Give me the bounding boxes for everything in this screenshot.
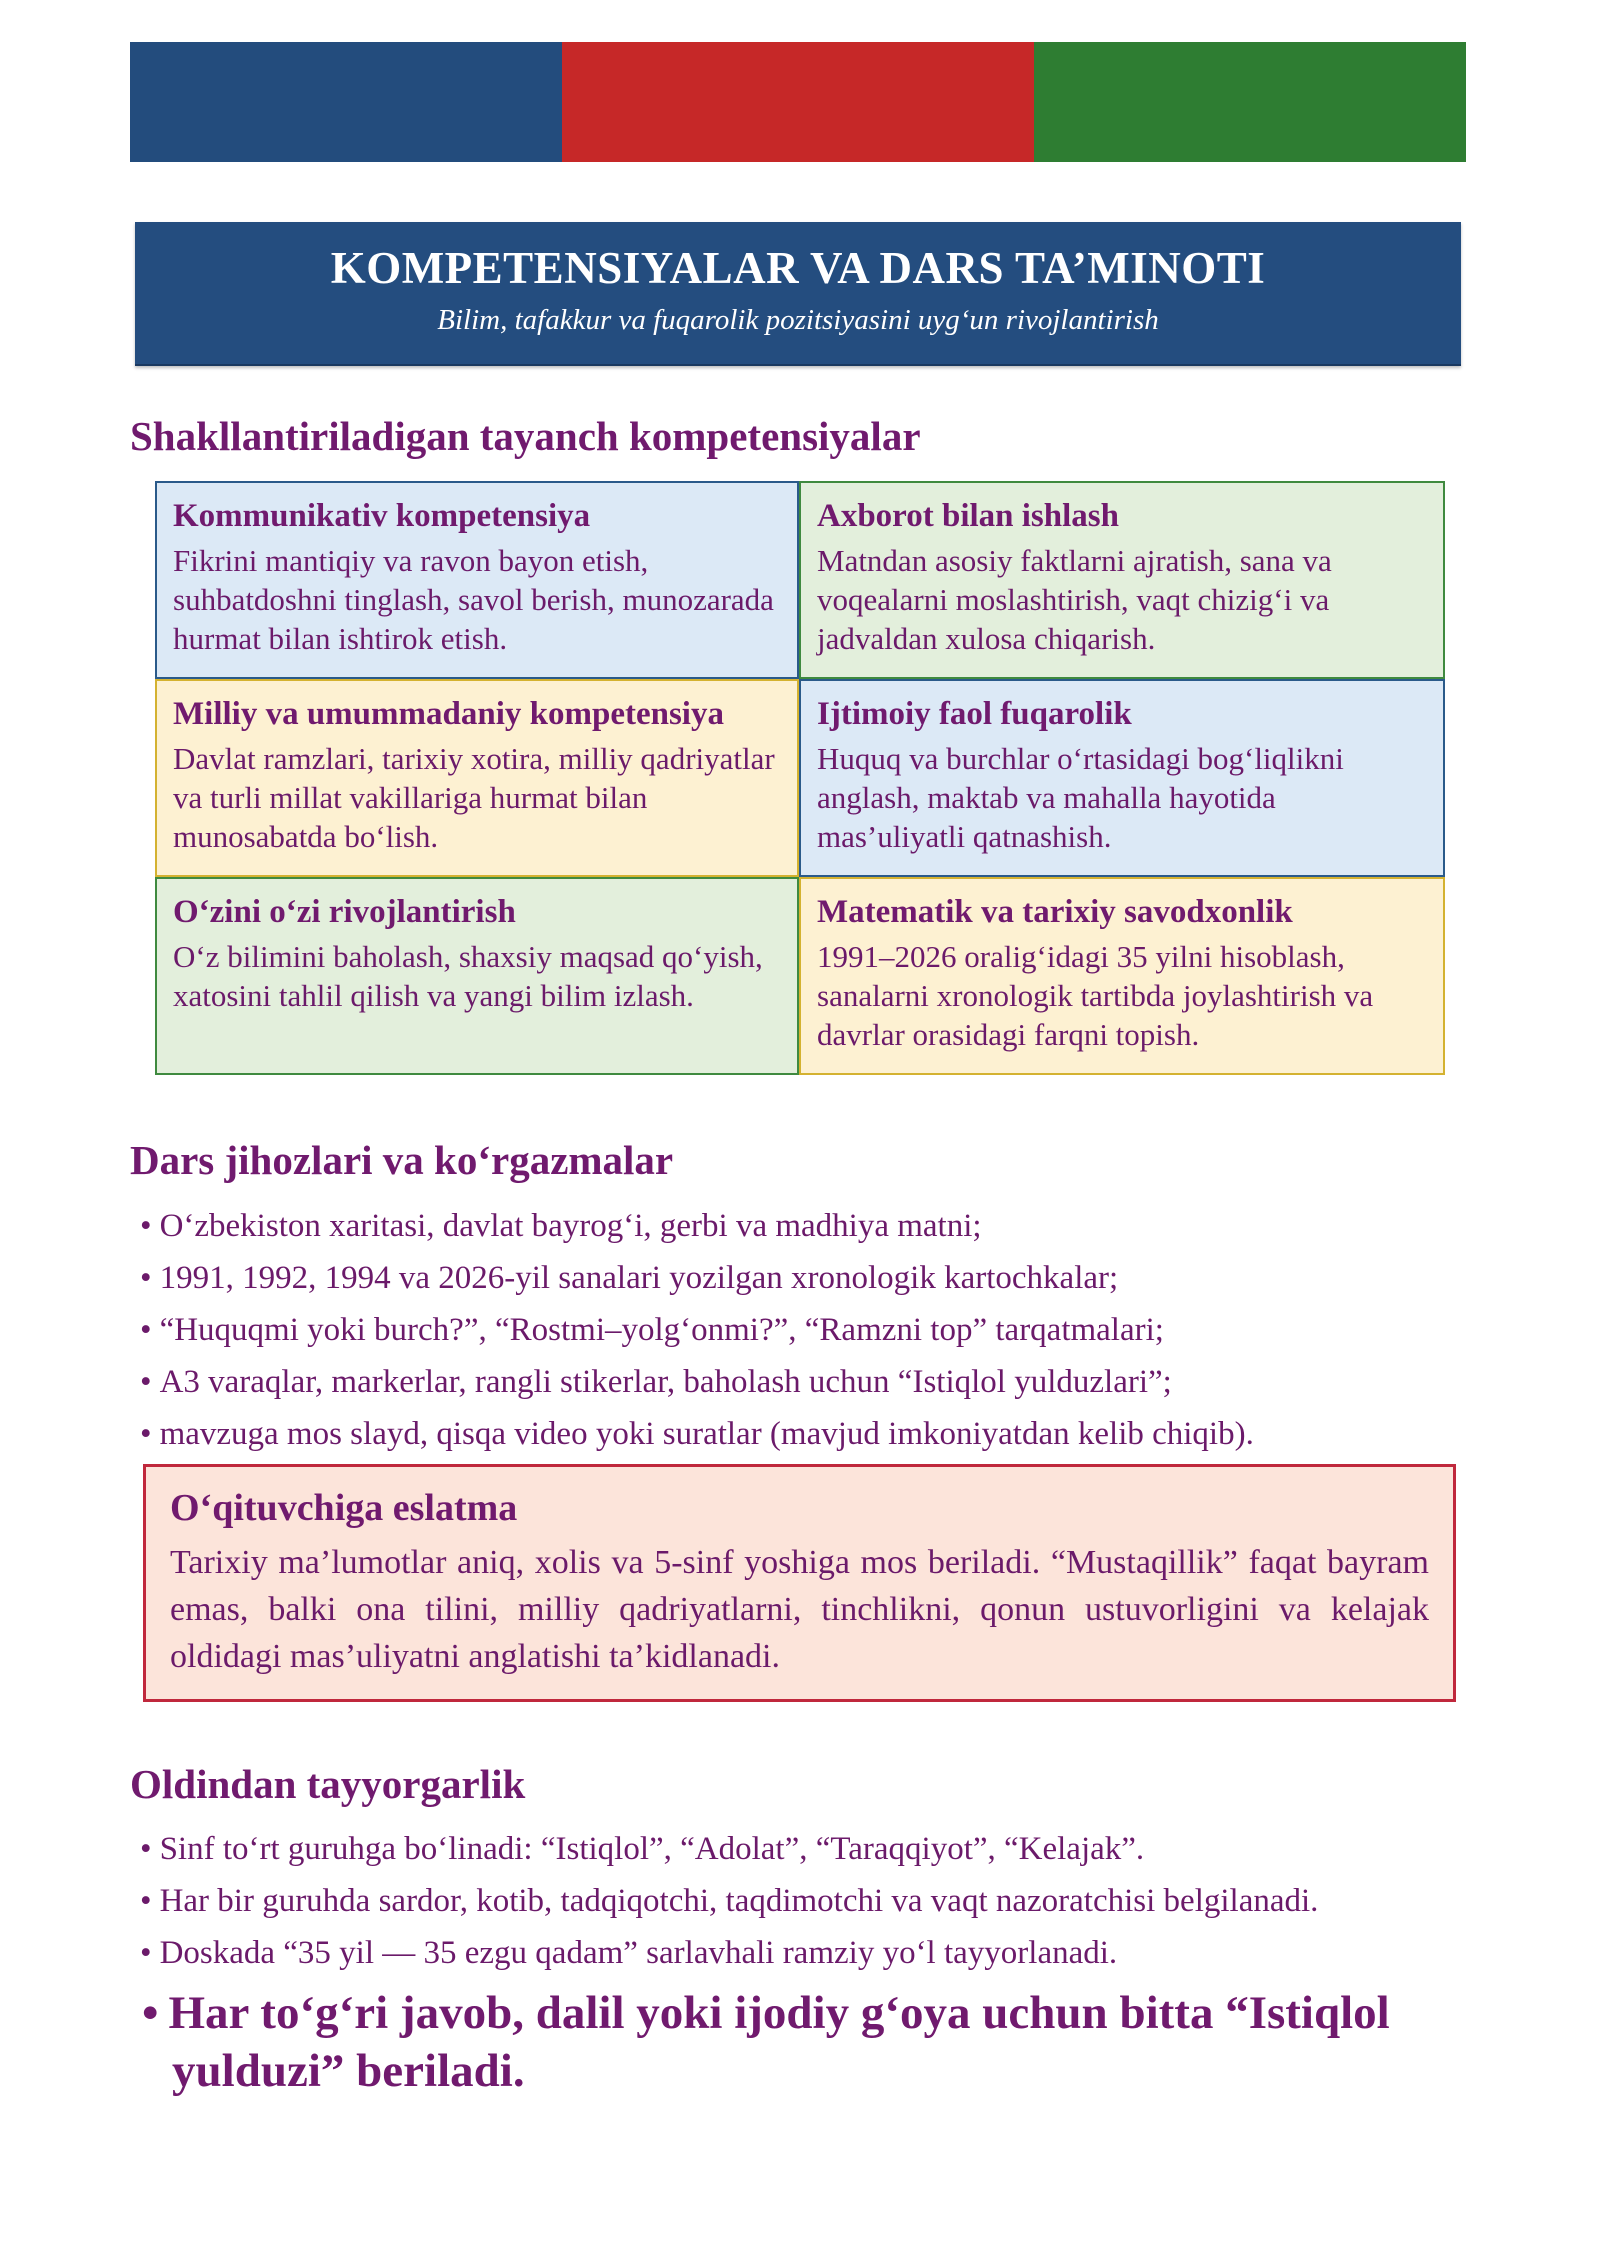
competency-title: Kommunikativ kompetensiya	[173, 498, 591, 534]
competency-title: Matematik va tarixiy savodxonlik	[817, 894, 1293, 930]
teacher-note-box	[143, 1464, 1456, 1702]
competency-text: 1991–2026 oralig‘idagi 35 yilni hisoblash, sanalarni xronologik tartibda joylashtirish va davrlar orasidagi farqni topish.	[817, 939, 1374, 1052]
emphasis-bullet: • Har to‘g‘ri javob, dalil yoki ijodiy g‘oya uchun bitta “Istiqlol yulduzi” beriladi.	[142, 1984, 1442, 2100]
equipment-list	[140, 1200, 1254, 1460]
list-item: • Har bir guruhda sardor, kotib, tadqiqotchi, taqdimotchi va vaqt nazoratchisi belgilanadi.	[140, 1875, 1318, 1927]
competencies-heading: Shakllantiriladigan tayanch kompetensiyalar	[130, 413, 921, 459]
list-item: • Doskada “35 yil — 35 ezgu qadam” sarlavhali ramziy yo‘l tayyorlanadi.	[140, 1927, 1318, 1979]
competency-title: O‘zini o‘zi rivojlantirish	[173, 894, 516, 930]
list-item: • Sinf to‘rt guruhga bo‘linadi: “Istiqlol”, “Adolat”, “Taraqqiyot”, “Kelajak”.	[140, 1823, 1318, 1875]
flag-blue-stripe	[130, 42, 562, 162]
preparation-list	[140, 1823, 1318, 1979]
competency-card	[799, 481, 1445, 679]
note-title: O‘qituvchiga eslatma	[170, 1487, 518, 1529]
competency-text: Matndan asosiy faktlarni ajratish, sana va voqealarni moslashtirish, vaqt chizig‘i va jadvaldan xulosa chiqarish.	[817, 543, 1332, 656]
competency-text: O‘z bilimini baholash, shaxsiy maqsad qo‘yish, xatosini tahlil qilish va yangi bilim izlash.	[173, 939, 763, 1013]
flag-red-stripe	[562, 42, 1034, 162]
equipment-heading: Dars jihozlari va ko‘rgazmalar	[130, 1137, 674, 1183]
list-item: • mavzuga mos slayd, qisqa video yoki suratlar (mavjud imkoniyatdan kelib chiqib).	[140, 1408, 1254, 1460]
page-subtitle: Bilim, tafakkur va fuqarolik pozitsiyasini uyg‘un rivojlantirish	[437, 304, 1159, 336]
page-title: KOMPETENSIYALAR VA DARS TA’MINOTI	[330, 243, 1266, 293]
preparation-heading: Oldindan tayyorgarlik	[130, 1761, 526, 1807]
competency-card	[155, 877, 799, 1075]
title-banner	[135, 222, 1461, 366]
competency-text: Fikrini mantiqiy va ravon bayon etish, suhbatdoshni tinglash, savol berish, munozarada hurmat bilan ishtirok etish.	[173, 543, 774, 656]
competency-card	[799, 877, 1445, 1075]
competency-card	[155, 481, 799, 679]
competency-title: Axborot bilan ishlash	[817, 498, 1119, 534]
list-item: • A3 varaqlar, markerlar, rangli stikerlar, baholash uchun “Istiqlol yulduzlari”;	[140, 1356, 1254, 1408]
note-text: Tarixiy ma’lumotlar aniq, xolis va 5-sinf yoshiga mos beriladi. “Mustaqillik” faqat bayram emas, balki ona tilini, milliy qadriyatlarni, tinchlikni, qonun ustuvorligini va kelajak oldidagi mas’uliyatni anglatishi ta’kidlanadi.	[170, 1544, 1429, 1675]
competency-title: Milliy va umummadaniy kompetensiya	[173, 696, 724, 732]
competencies-grid	[155, 481, 1445, 1075]
list-item: • 1991, 1992, 1994 va 2026-yil sanalari yozilgan xronologik kartochkalar;	[140, 1252, 1254, 1304]
flag-green-stripe	[1034, 42, 1466, 162]
competency-card	[155, 679, 799, 877]
competency-text: Huquq va burchlar o‘rtasidagi bog‘liqlikni anglash, maktab va mahalla hayotida mas’uliyatli qatnashish.	[817, 741, 1344, 854]
competency-title: Ijtimoiy faol fuqarolik	[817, 696, 1132, 732]
list-item: • “Huquqmi yoki burch?”, “Rostmi–yolg‘onmi?”, “Ramzni top” tarqatmalari;	[140, 1304, 1254, 1356]
flag-color-band	[130, 42, 1466, 162]
list-item: • O‘zbekiston xaritasi, davlat bayrog‘i, gerbi va madhiya matni;	[140, 1200, 1254, 1252]
competency-card	[799, 679, 1445, 877]
competency-text: Davlat ramzlari, tarixiy xotira, milliy qadriyatlar va turli millat vakillariga hurmat bilan munosabatda bo‘lish.	[173, 741, 775, 854]
